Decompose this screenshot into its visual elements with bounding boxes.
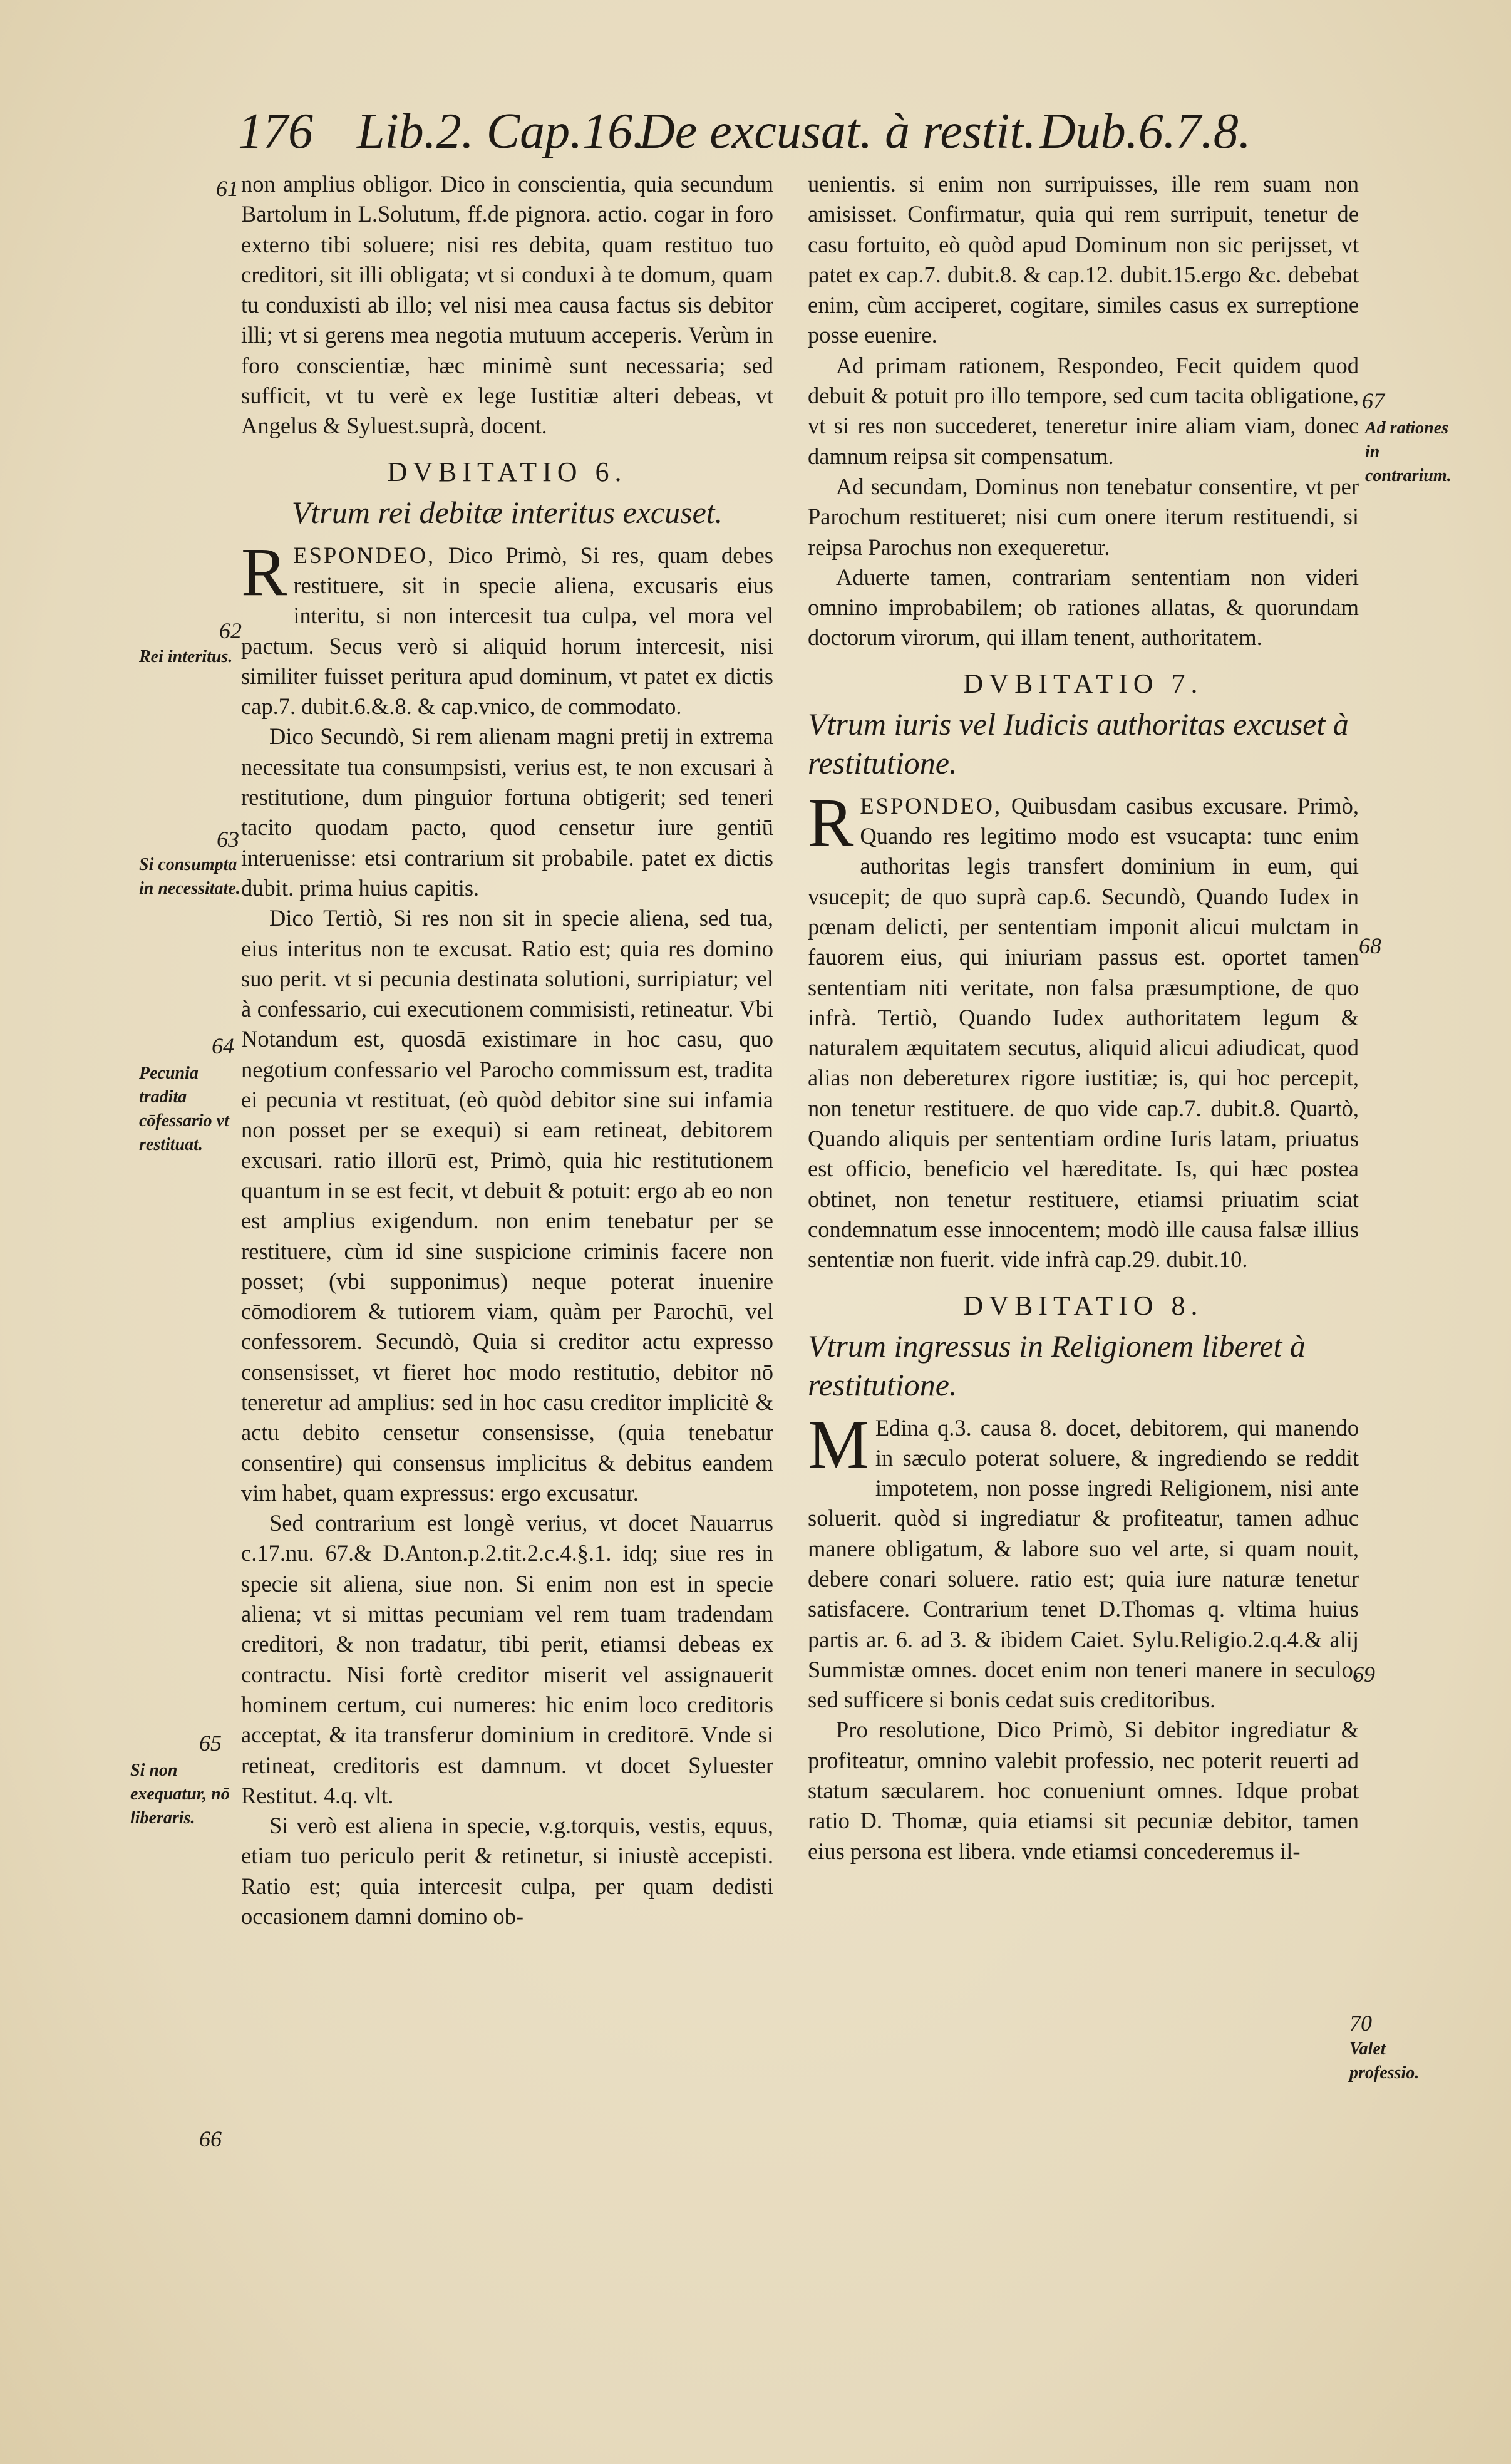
running-header (238, 94, 1334, 169)
dubitatio-7-title: Vtrum iuris vel Iudicis authoritas excuset à restitutione. (808, 706, 1349, 780)
paragraph-67c: Aduerte tamen, contrariam sententiam non videri omnino improbabilem; ob rationes allatas, & quorundam doctorum virorum, qui illam tenent, authoritatem. (808, 564, 1359, 651)
page-number: 176 (238, 104, 313, 159)
respondeo-label: ESPONDEO, (860, 792, 1003, 819)
margin-note-rei-interitus: Rei interitus. (139, 647, 233, 666)
margin-number-66: 66 (199, 2126, 222, 2151)
paragraph-69-text: Edina q.3. causa 8. docet, debitorem, qui manendo in sæculo poterat soluere, & ingrediendo se reddit impotetem, non posse ingredi Religionem, nisi ante soluerit. quòd si ingrediatur & profiteatur, tamen adhuc manere obligatum, & labore suo vel arte, si quam nouit, debere conari soluere. ratio est; quia iure naturæ tenetur satisfacere. Contrarium tenet D.Thomas q. vltima huius partis ar. 6. ad 3. & ibidem Caiet. Sylu.Religio.2.q.4.& alij Summistæ omnes. docet enim non teneri manere in seculo, sed sufficere si bonis cedat suis creditoribus. (808, 1414, 1359, 1713)
margin-number-68: 68 (1359, 933, 1381, 958)
paragraph-66: Si verò est aliena in specie, v.g.torquis, vestis, equus, etiam tuo periculo perit & retinetur, si iniustè accepisti. Ratio est; quia intercesit culpa, per quam dedisti occasionem damni domino ob- (241, 1813, 773, 1930)
dubitatio-8-heading: DVBITATIO 8. (963, 1290, 1204, 1321)
margin-number-69: 69 (1353, 1662, 1375, 1687)
paragraph-65: Sed contrarium est longè verius, vt docet Nauarrus c.17.nu. 67.& D.Anton.p.2.tit.2.c.4.§.1. idq; siue res in specie sit aliena, siue non. Si enim non est in specie aliena; vt si mittas pecuniam vel rem tuam tradendam creditori, & non tradatur, tibi perit, etiamsi debeas ex contractu. Nisi fortè creditor miserit vel assignauerit hominem certum, cui numeres: hic enim loco creditoris acceptat, & ita transferur dominium in creditorē. Vnde si retineat, creditoris est damnum. vt docet Syluester Restitut. 4.q. vlt. (241, 1510, 773, 1808)
margin-number-70: 70 (1349, 2011, 1372, 2036)
chapter-title: De excusat. à restit. (639, 104, 1036, 159)
dubitatio-8-title: Vtrum ingressus in Religionem liberet à restitutione. (808, 1328, 1306, 1402)
paragraph-62-text: Dico Primò, Si res, quam debes restituere, sit in specie aliena, excusaris eius interitu, si non intercesit tua culpa, vel mora vel pactum. Secus verò si aliquid horum intercesit, nisi similiter fuisset peritura apud dominum, vt patet ex dictis cap.7. dubit.6.&.8. & cap.vnico, de commodato. (241, 542, 773, 720)
paragraph-67a: Ad primam rationem, Respondeo, Fecit quidem quod debuit & potuit pro illo tempore, sed cum tacita obligatione, vt si res non succederet, teneretur inire aliam viam, donec damnum reipsa sit compensatum. (808, 352, 1359, 469)
dubitatio-6-heading: DVBITATIO 6. (387, 456, 627, 487)
paragraph-68 (808, 784, 1359, 1275)
paragraph-62 (241, 533, 773, 722)
margin-number-64: 64 (212, 1033, 234, 1059)
dubitatio-6-title: Vtrum rei debitæ interitus excuset. (291, 494, 723, 530)
paragraph-69 (808, 1405, 1359, 1716)
paragraph-67b: Ad secundam, Dominus non tenebatur consentire, vt per Parochum restitueret; nisi cum onere iterum restituendi, si reipsa Parochus non exequeretur. (808, 473, 1359, 560)
paragraph-61: non amplius obligor. Dico in conscientia, quia secundum Bartolum in L.Solutum, ff.de pignora. actio. cogar in foro externo tibi soluere; nisi res debita, quam restituo tuo creditori, sit illi obligata; vt si conduxi à te domum, quam tu conduxisti ab illo; vel nisi mea causa factus sis debitor illi; vt si gerens mea negotia mutuum acceperis. Verùm in foro conscientiæ, hæc minimè sunt necessaria; sed sufficit, vt tu verè ex lege Iustitiæ alteri debeas, vt Angelus & Syluest.suprà, docent. (241, 171, 773, 439)
margin-number-67: 67 (1362, 388, 1385, 413)
margin-number-62: 62 (219, 618, 242, 643)
paragraph-68-text: Quibusdam casibus excusare. Primò, Quando res legitimo modo est vsucapta: tunc enim authoritas legis transfert dominium in eum, qui vsucepit; de quo suprà cap.6. Secundò, Quando Iudex in pœnam delicti, per sententiam imponit alicui mulctam in fauorem eius, qui iniuriam passus est. oportet tamen sententiam niti veritate, non falsa præsumptione, de quo infrà. Tertiò, Quando Iudex authoritatem legum & naturalem æquitatem secutus, aliquid alicui adiudicat, quod alias non debereturex rigore iustitiæ; is, qui hoc percepit, non tenetur restituere. de quo vide cap.7. dubit.8. Quartò, Quando aliquis per sententiam ordine Iuris latam, priuatus est officio, beneficio vel hæreditate. Is, qui hæc postea obtinet, non tenetur restituere, etiamsi priuatim sciat condemnatum esse innocentem; modò ille causa falsæ illius sententiæ non fuerit. vide infrà cap.29. dubit.10. (808, 792, 1359, 1273)
margin-number-65: 65 (199, 1731, 222, 1756)
right-column (808, 169, 1359, 1866)
book-chapter: Lib.2. Cap.16. (357, 104, 646, 159)
respondeo-label: ESPONDEO, (293, 542, 436, 568)
paragraph-continuation: uenientis. si enim non surripuisses, ille rem suam non amisisset. Confirmatur, quia qui rem surripuit, tenetur de casu fortuito, eò quòd apud Dominum non sic perijsset, vt patet ex cap.7. dubit.8. & cap.12. dubit.15.ergo &c. debebat enim, cùm acciperet, cogitare, similes casus ex surreptione posse euenire. (808, 171, 1359, 348)
drop-cap: R (241, 533, 287, 610)
paragraph-64: Dico Tertiò, Si res non sit in specie aliena, sed tua, eius interitus non te excusat. Ratio est; quia res domino suo perit. vt si pecunia destinata solutioni, surripiatur; vel à confessario, cui executionem commisisti, retineatur. Vbi Notandum est, quosdā existimare in hoc casu, quo negotium confessario vel Parocho commissum est, tradita ei pecunia vt restituat, (eò quòd debitor sine sui infamia non posset per se exequi) si eam retineat, debitorem excusari. ratio illorū est, Primò, quia hic restitutionem quantum in se est fecit, vt debuit & potuit: ergo ab eo non est amplius exigendum. non enim tenebatur per se restituere, cùm id sine suspicione criminis facere non posset; (vbi supponimus) neque poterat inuenire cōmodiorem & tutiorem viam, quàm per Parochū, vel confessorem. Secundò, Quia si creditor actu expresso consensisset, vt fieret hoc modo restitutio, debitor nō teneretur ad amplius: sed in hoc casu creditor implicitè & actu debito censetur consensisse, (quia tenebatur consentire) qui consensus implicitus & debitus eandem vim habet, quam expressus: ergo excusatur. (241, 905, 773, 1506)
margin-note-valet-professio: Valet professio. (1349, 2039, 1420, 2083)
dubia-range: Dub.6.7.8. (1039, 104, 1251, 159)
paragraph-70: Pro resolutione, Dico Primò, Si debitor ingrediatur & profiteatur, omnino valebit professio, nec poterit reuerti ad statum sæcularem. hoc conueniunt omnes. Idque probat ratio D. Thomæ, quia etiamsi sit pecuniæ debitor, tamen eius persona est libera. vnde etiamsi concederemus il- (808, 1717, 1359, 1864)
margin-note-pecunia: Pecunia tradita cōfessario vt restituat. (139, 1064, 229, 1154)
dubitatio-7-heading: DVBITATIO 7. (963, 668, 1204, 699)
left-column (241, 169, 773, 1932)
margin-note-ad-rationes: Ad rationes in contrarium. (1365, 418, 1452, 485)
margin-number-63: 63 (217, 827, 239, 852)
drop-cap: R (808, 784, 854, 861)
margin-note-non-liberaris: Si non exequatur, nō liberaris. (130, 1761, 230, 1828)
drop-cap: M (808, 1405, 869, 1483)
margin-number-61: 61 (216, 176, 239, 201)
paragraph-63: Dico Secundò, Si rem alienam magni pretij in extrema necessitate tua consumpsisti, verius est, te non excusari à restitutione, dum pinguior fortuna obtigerit; sed teneri tacito quodam pacto, quod censetur iure gentiū interuenisse: etsi contrarium sit probabile. patet ex dictis dubit. prima huius capitis. (241, 723, 773, 901)
margin-note-consumpta: Si consumpta in necessitate. (139, 855, 240, 898)
